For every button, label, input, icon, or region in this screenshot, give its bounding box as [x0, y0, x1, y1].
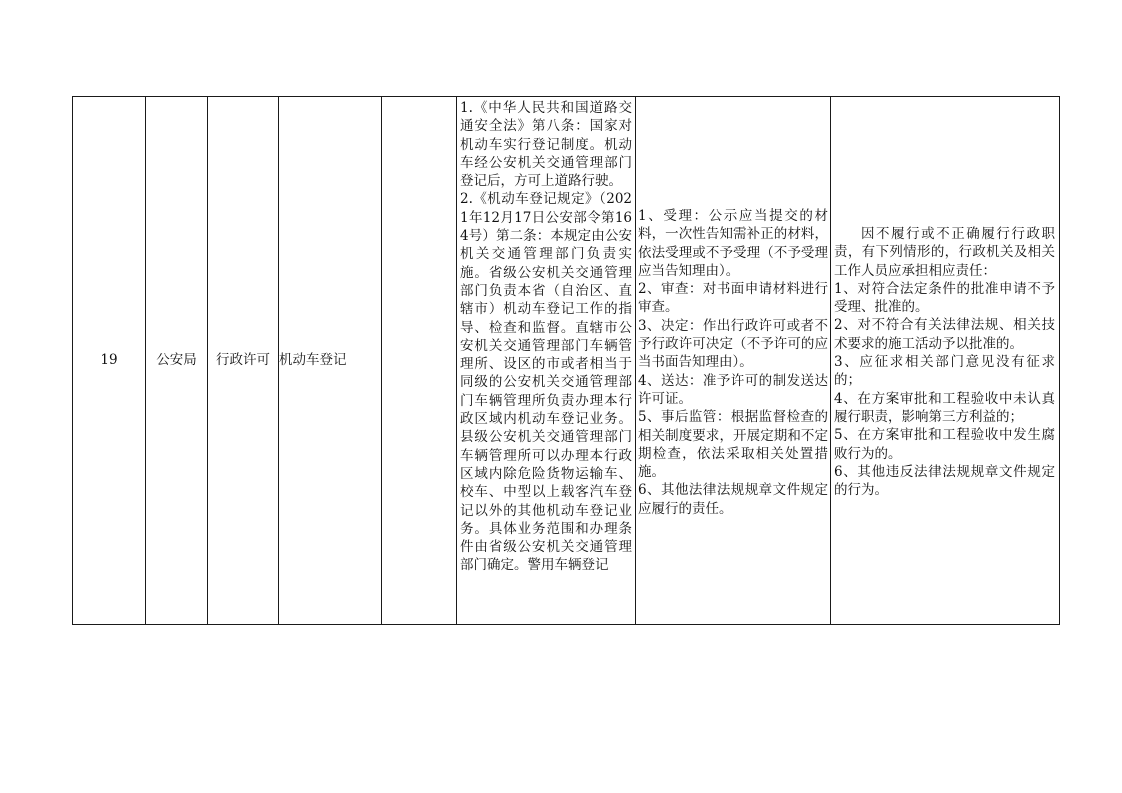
legal-basis-cell — [457, 97, 636, 625]
sub-item-cell — [382, 97, 457, 625]
accountability-clip — [831, 97, 1059, 624]
responsibility-clip — [636, 97, 830, 624]
responsibility-item: 5、事后监管：根据监督检查的相关制度要求，开展定期和不定期检查，依法采取相关处置措施。 — [638, 409, 828, 481]
item-type-cell: 行政许可 — [208, 97, 279, 625]
legal-basis-para: 1.《中华人民共和国道路交通安全法》第八条：国家对机动车实行登记制度。机动车经公安机关交通管理部门登记后，方可上道路行驶。 — [460, 100, 632, 190]
accountability-item: 5、在方案审批和工程验收中发生腐败行为的。 — [834, 427, 1055, 462]
responsibility-item: 1、受理：公示应当提交的材料，一次性告知需补正的材料，依法受理或不予受理（不予受理应当告知理由）。 — [638, 208, 828, 279]
item-number-cell: 19 — [73, 97, 146, 625]
accountability-cell — [831, 97, 1060, 625]
responsibility-item: 3、决定：作出行政许可或者不予行政许可决定（不予许可的应当书面告知理由）。 — [638, 317, 828, 371]
item-name-cell: 机动车登记 — [279, 97, 382, 625]
accountability-item: 1、对符合法定条件的批准申请不予受理、批准的。 — [834, 280, 1055, 316]
accountability-item: 4、在方案审批和工程验收中未认真履行职责，影响第三方利益的； — [834, 390, 1055, 425]
accountability-item: 6、其他违反法律法规规章文件规定的行为。 — [834, 463, 1055, 499]
responsibility-item: 2、审查：对书面申请材料进行审查。 — [638, 281, 828, 316]
legal-basis-clip — [457, 97, 635, 624]
accountability-item: 2、对不符合有关法律法规、相关技术要求的施工活动予以批准的。 — [834, 317, 1055, 352]
responsibility-text — [636, 97, 830, 518]
department-cell: 公安局 — [146, 97, 208, 625]
responsibility-item: 6、其他法律法规规章文件规定应履行的责任。 — [638, 482, 828, 517]
accountability-text — [831, 97, 1059, 499]
accountability-intro: 因不履行或不正确履行行政职责，有下列情形的，行政机关及相关工作人员应承担相应责任： — [834, 226, 1055, 279]
legal-basis-para: 2.《机动车登记规定》（2021年12月17日公安部令第164号）第二条：本规定由公安机关交通管理部门负责实施。省级公安机关交通管理部门负责本省（自治区、直辖市）机动车登记工作的指导、检查和监督。直辖市公安机关交通管理部门车辆管理所、设区的市或者相当于同级的公安机关交通管理部门车辆管理所负责办理本行政区域内机动车登记业务。 县级公安机关交通管理部门车辆管理所可以办理本行政区域内除危险货物运输车、校车、中型以上载客汽车登记以外的其他机动车登记业务。具体业务范围和办理条件由省级公安机关交通管理部门确定。警用车辆登记 — [460, 191, 632, 574]
responsibility-item: 4、送达：准予许可的制发送达许可证。 — [638, 372, 828, 407]
power-list-table — [72, 96, 1060, 625]
table-row — [73, 97, 1060, 625]
legal-basis-text — [457, 97, 635, 575]
responsibility-cell — [636, 97, 831, 625]
accountability-item: 3、应征求相关部门意见没有征求的； — [834, 354, 1055, 389]
